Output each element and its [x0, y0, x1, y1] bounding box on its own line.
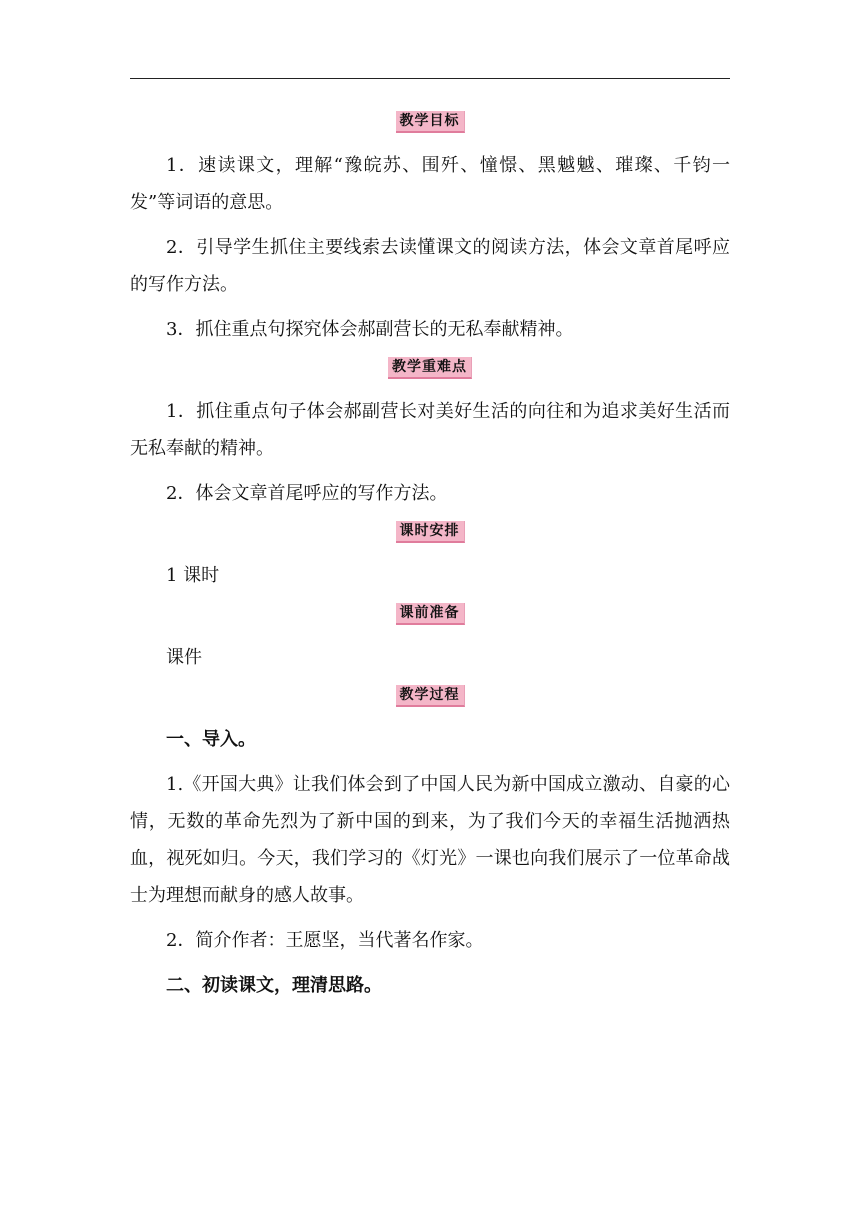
key-point-item-2: 2．体会文章首尾呼应的写作方法。	[166, 483, 448, 504]
section-heading-wrap	[130, 520, 730, 542]
schedule-item: 1 课时	[166, 565, 220, 586]
header-rule	[130, 78, 730, 79]
goal-item-2: 2．引导学生抓住主要线索去读懂课文的阅读方法，体会文章首尾呼应的写作方法。	[130, 237, 730, 295]
goal-item-1: 1．速读课文，理解“豫皖苏、围歼、憧憬、黑魆魆、璀璨、千钧一发”等词语的意思。	[130, 155, 730, 213]
section-heading-process: 教学过程	[396, 685, 465, 707]
section-heading-schedule: 课时安排	[396, 521, 465, 543]
section-heading-teaching-goals: 教学目标	[396, 111, 465, 133]
section-heading-preparation: 课前准备	[396, 603, 465, 625]
section-heading-wrap	[130, 356, 730, 378]
section-heading-wrap	[130, 602, 730, 624]
section-heading-wrap	[130, 110, 730, 132]
section-heading-wrap	[130, 684, 730, 706]
process-step-1-title: 一、导入。	[166, 729, 256, 750]
preparation-item: 课件	[166, 647, 202, 668]
process-step-1-item-1: 1.《开国大典》让我们体会到了中国人民为新中国成立激动、自豪的心情，无数的革命先烈为了新中国的到来，为了我们今天的幸福生活抛洒热血，视死如归。今天，我们学习的《灯光》一课也向我们展示了一位革命战士为理想而献身的感人故事。	[130, 774, 730, 906]
process-step-1-item-2: 2．简介作者：王愿坚，当代著名作家。	[166, 930, 484, 951]
key-point-item-1: 1．抓住重点句子体会郝副营长对美好生活的向往和为追求美好生活而无私奉献的精神。	[130, 401, 730, 459]
section-heading-key-points: 教学重难点	[388, 357, 472, 379]
process-step-2-title: 二、初读课文，理清思路。	[166, 975, 382, 996]
goal-item-3: 3．抓住重点句探究体会郝副营长的无私奉献精神。	[166, 319, 574, 340]
document-body	[130, 110, 730, 1012]
